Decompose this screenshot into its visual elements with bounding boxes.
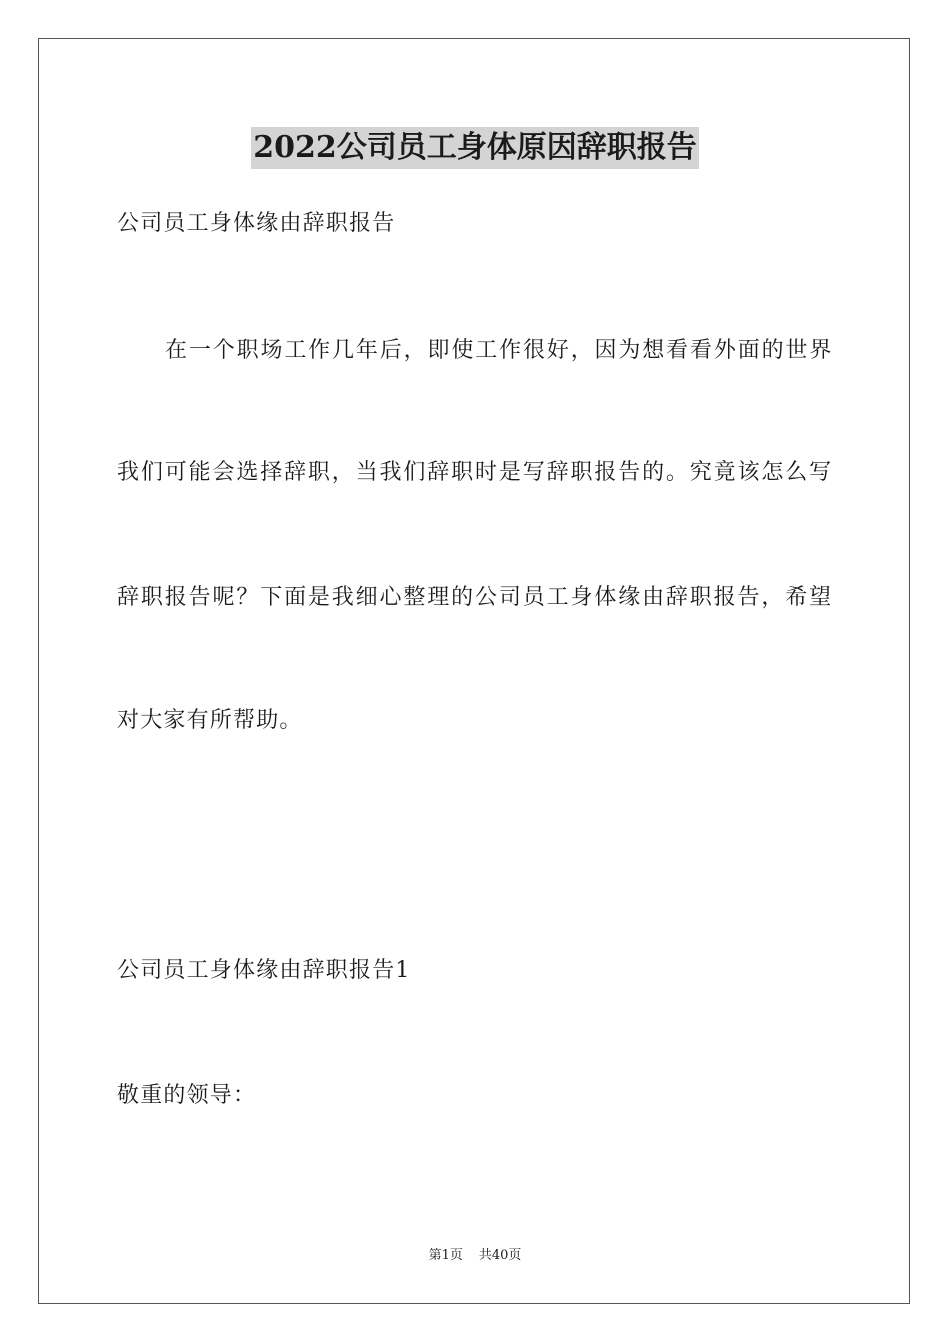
- document-title: 2022公司员工身体原因辞职报告: [251, 127, 699, 169]
- document-subtitle: 公司员工身体缘由辞职报告: [117, 211, 396, 236]
- paragraph-line-3: 辞职报告呢？下面是我细心整理的公司员工身体缘由辞职报告，希望: [117, 585, 834, 610]
- section-heading: 公司员工身体缘由辞职报告1: [117, 958, 411, 983]
- page-number: 第1页: [428, 1248, 463, 1263]
- paragraph-line-4: 对大家有所帮助。: [117, 708, 303, 733]
- title-container: [0, 127, 950, 169]
- paragraph-line-1: 在一个职场工作几年后，即使工作很好，因为想看看外面的世界: [165, 338, 834, 363]
- salutation: 敬重的领导：: [117, 1083, 257, 1108]
- paragraph-line-2: 我们可能会选择辞职，当我们辞职时是写辞职报告的。究竟该怎么写: [117, 460, 834, 485]
- page-total: 共40页: [478, 1248, 522, 1263]
- page-footer: [0, 1247, 950, 1265]
